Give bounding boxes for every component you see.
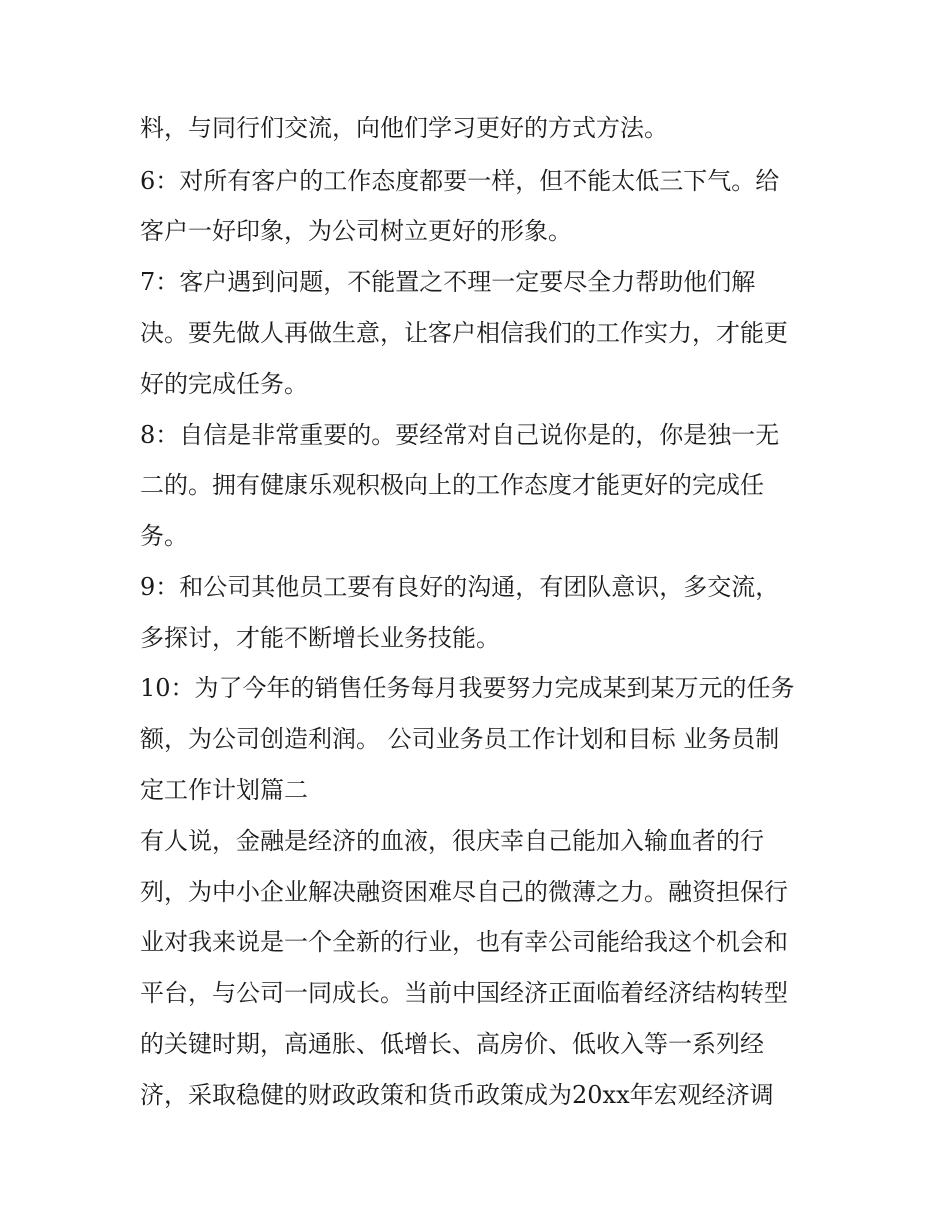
text-line: 列，为中小企业解决融资困难尽自己的微薄之力。融资担保行 — [140, 878, 788, 906]
text-line: 7：客户遇到问题，不能置之不理一定要尽全力帮助他们解 — [140, 268, 756, 296]
text-line: 二的。拥有健康乐观积极向上的工作态度才能更好的完成任 — [140, 471, 764, 499]
text-line: 济，采取稳健的财政政策和货币政策成为20xx年宏观经济调 — [140, 1081, 774, 1109]
text-line: 10：为了今年的销售任务每月我要努力完成某到某万元的任务 — [140, 674, 795, 702]
text-line: 额，为公司创造利润。 公司业务员工作计划和目标 业务员制 — [140, 725, 780, 753]
text-line: 多探讨，才能不断增长业务技能。 — [140, 624, 500, 652]
text-line: 平台，与公司一同成长。当前中国经济正面临着经济结构转型 — [140, 979, 788, 1007]
text-line: 的关键时期，高通胀、低增长、高房价、低收入等一系列经 — [140, 1030, 764, 1058]
text-line: 定工作计划篇二 — [140, 776, 308, 804]
text-line: 好的完成任务。 — [140, 370, 308, 398]
text-line: 9：和公司其他员工要有良好的沟通，有团队意识，多交流， — [140, 573, 780, 601]
text-line: 业对我来说是一个全新的行业，也有幸公司能给我这个机会和 — [140, 928, 788, 956]
text-line: 客户一好印象，为公司树立更好的形象。 — [140, 217, 572, 245]
text-line: 6：对所有客户的工作态度都要一样，但不能太低三下气。给 — [140, 167, 780, 195]
text-line: 8：自信是非常重要的。要经常对自己说你是的，你是独一无 — [140, 421, 780, 449]
text-line: 有人说，金融是经济的血液，很庆幸自己能加入输血者的行 — [140, 827, 764, 855]
text-line: 务。 — [140, 522, 188, 550]
text-line: 决。要先做人再做生意，让客户相信我们的工作实力，才能更 — [140, 319, 788, 347]
text-line: 料，与同行们交流，向他们学习更好的方式方法。 — [140, 114, 668, 142]
